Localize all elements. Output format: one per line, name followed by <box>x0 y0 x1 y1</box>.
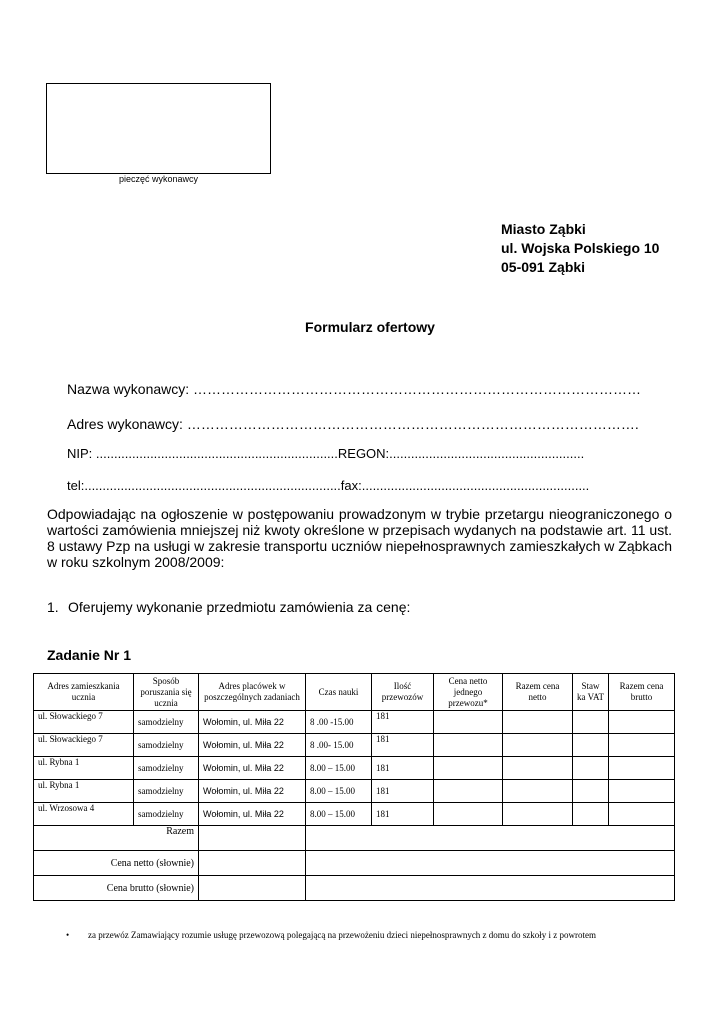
trip-count-cell: 181 <box>372 711 434 734</box>
total-gross-input[interactable] <box>609 780 675 803</box>
summary-label-net-words: Cena netto (słownie) <box>34 851 199 876</box>
header-net-price-per-trip: Cena netto jednego przewozu* <box>434 674 503 711</box>
summary-row-net-words <box>34 851 675 876</box>
gross-words-input[interactable] <box>199 876 306 901</box>
recipient-line-3: 05-091 Ząbki <box>501 259 586 275</box>
recipient-address <box>501 220 659 277</box>
travel-mode-cell: samodzielny <box>134 734 199 757</box>
trip-count-cell: 181 <box>372 757 434 780</box>
net-words-input[interactable] <box>199 851 306 876</box>
travel-mode-cell: samodzielny <box>134 757 199 780</box>
intro-paragraph: Odpowiadając na ogłoszenie w postępowaniu prowadzonym w trybie przetargu nieograniczonego o wartości zamówienia mniejszej niż kwoty określone w przepisach wydanych na podstawie art. 11 ust. 8 ustawy Pzp na usługi w zakresie transportu uczniów niepełnosprawnych zamieszkałych w Ząbkach w roku szkolnym 2008/2009: <box>47 506 672 570</box>
total-net-input[interactable] <box>503 711 573 734</box>
header-total-net: Razem cena netto <box>503 674 573 711</box>
point-text: Oferujemy wykonanie przedmiotu zamówienia za cenę: <box>68 599 411 615</box>
gross-words-wide-input[interactable] <box>306 876 675 901</box>
travel-mode-cell: samodzielny <box>134 711 199 734</box>
facility-address-cell: Wołomin, ul. Miła 22 <box>199 757 306 780</box>
header-travel-mode: Sposób poruszania się ucznia <box>134 674 199 711</box>
table-row <box>34 711 675 734</box>
table-row <box>34 780 675 803</box>
trip-count-cell: 181 <box>372 734 434 757</box>
recipient-line-2: ul. Wojska Polskiego 10 <box>501 240 660 256</box>
total-gross-input[interactable] <box>609 734 675 757</box>
form-title: Formularz ofertowy <box>305 319 435 335</box>
table-row <box>34 757 675 780</box>
facility-address-cell: Wołomin, ul. Miła 22 <box>199 711 306 734</box>
offer-point-1 <box>47 599 410 615</box>
student-address-cell: ul. Słowackiego 7 <box>34 734 134 757</box>
contractor-stamp-box <box>46 83 271 174</box>
header-trip-count: Ilość przewozów <box>372 674 434 711</box>
school-time-cell: 8.00 – 15.00 <box>306 780 372 803</box>
trip-count-cell: 181 <box>372 803 434 826</box>
student-address-cell: ul. Rybna 1 <box>34 757 134 780</box>
table-row <box>34 803 675 826</box>
header-school-time: Czas nauki <box>306 674 372 711</box>
school-time-cell: 8.00 – 15.00 <box>306 803 372 826</box>
header-total-gross: Razem cena brutto <box>609 674 675 711</box>
contractor-address-field[interactable]: Adres wykonawcy: ……………………………………………………………………………………. <box>67 416 639 432</box>
summary-label-total: Razem <box>34 826 199 851</box>
vat-rate-input[interactable] <box>573 757 609 780</box>
total-net-input[interactable] <box>503 734 573 757</box>
vat-rate-input[interactable] <box>573 780 609 803</box>
recipient-line-1: Miasto Ząbki <box>501 221 586 237</box>
header-facility-address: Adres placówek w poszczególnych zadaniach <box>199 674 306 711</box>
bullet-icon: • <box>66 930 70 940</box>
school-time-cell: 8.00 – 15.00 <box>306 757 372 780</box>
summary-row-total <box>34 826 675 851</box>
student-address-cell: ul. Słowackiego 7 <box>34 711 134 734</box>
net-price-input[interactable] <box>434 757 503 780</box>
header-student-address: Adres zamieszkania ucznia <box>34 674 134 711</box>
travel-mode-cell: samodzielny <box>134 780 199 803</box>
table-row <box>34 734 675 757</box>
summary-label-gross-words: Cena brutto (słownie) <box>34 876 199 901</box>
school-time-cell: 8 .00- 15.00 <box>306 734 372 757</box>
summary-row-gross-words <box>34 876 675 901</box>
net-price-input[interactable] <box>434 734 503 757</box>
student-address-cell: ul. Rybna 1 <box>34 780 134 803</box>
total-net-input[interactable] <box>503 757 573 780</box>
net-price-input[interactable] <box>434 803 503 826</box>
trip-count-cell: 181 <box>372 780 434 803</box>
net-price-input[interactable] <box>434 711 503 734</box>
vat-rate-input[interactable] <box>573 803 609 826</box>
contractor-name-field[interactable]: Nazwa wykonawcy: …………………………………………………………………………………… <box>67 381 642 397</box>
total-gross-input[interactable] <box>609 711 675 734</box>
total-gross-input[interactable] <box>609 803 675 826</box>
vat-rate-input[interactable] <box>573 711 609 734</box>
tel-fax-field[interactable]: tel:.......................................................................fax:............................................................... <box>67 478 590 493</box>
summary-total-wide-input[interactable] <box>306 826 675 851</box>
summary-total-input[interactable] <box>199 826 306 851</box>
table-header-row <box>34 674 675 711</box>
header-vat-rate: Staw ka VAT <box>573 674 609 711</box>
travel-mode-cell: samodzielny <box>134 803 199 826</box>
facility-address-cell: Wołomin, ul. Miła 22 <box>199 803 306 826</box>
footnote-text: za przewóz Zamawiający rozumie usługę przewozową polegającą na przewożeniu dzieci niepełnosprawnych z domu do szkoły i z powrotem <box>88 930 597 940</box>
stamp-caption: pieczęć wykonawcy <box>118 174 199 184</box>
total-gross-input[interactable] <box>609 757 675 780</box>
net-words-wide-input[interactable] <box>306 851 675 876</box>
point-number: 1. <box>47 599 59 615</box>
net-price-input[interactable] <box>434 780 503 803</box>
offer-table <box>33 673 675 901</box>
nip-regon-field[interactable]: NIP: ...................................................................REGON:...................................................... <box>67 446 585 461</box>
total-net-input[interactable] <box>503 803 573 826</box>
task-title: Zadanie Nr 1 <box>47 647 132 663</box>
school-time-cell: 8 .00 -15.00 <box>306 711 372 734</box>
student-address-cell: ul. Wrzosowa 4 <box>34 803 134 826</box>
vat-rate-input[interactable] <box>573 734 609 757</box>
facility-address-cell: Wołomin, ul. Miła 22 <box>199 734 306 757</box>
total-net-input[interactable] <box>503 780 573 803</box>
facility-address-cell: Wołomin, ul. Miła 22 <box>199 780 306 803</box>
